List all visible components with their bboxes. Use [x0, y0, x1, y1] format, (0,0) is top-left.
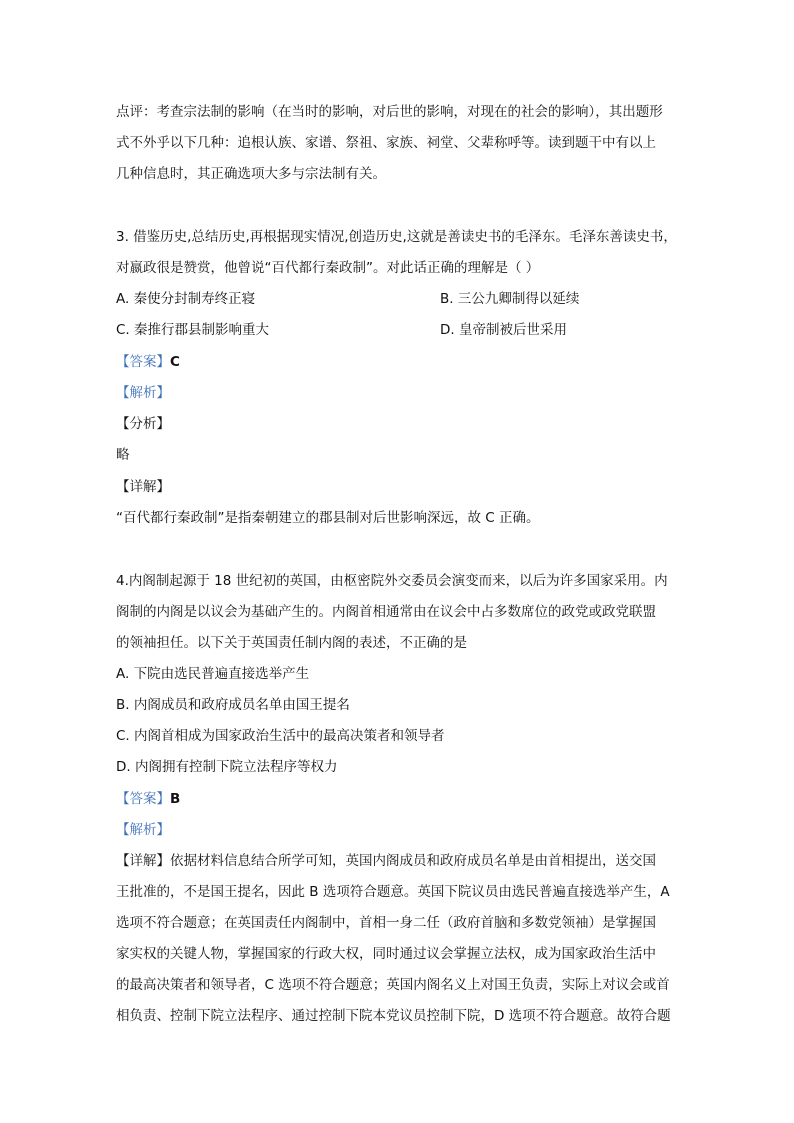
comment-line-1: 点评：考查宗法制的影响（在当时的影响，对后世的影响，对现在的社会的影响），其出题形: [116, 104, 663, 120]
q3-fenxi-tag: 【分析】: [116, 416, 170, 432]
q4-detail-line-3: 选项不符合题意；在英国责任内阁制中，首相一身二任（政府首脑和多数党领袖）是掌握国: [116, 915, 656, 931]
comment-line-3: 几种信息时，其正确选项大多与宗法制有关。: [116, 166, 386, 182]
q3-detail-text: “百代都行秦政制”是指秦朝建立的郡县制对后世影响深远，故 C 正确。: [116, 510, 540, 526]
q4-stem-line-1: 4.内阁制起源于 18 世纪初的英国，由枢密院外交委员会演变而来，以后为许多国家采用。内: [116, 573, 668, 589]
q3-option-a: A. 秦使分封制寿终正寝: [116, 291, 256, 307]
q4-analysis-tag: 【解析】: [116, 822, 170, 838]
q4-option-b: B. 内阁成员和政府成员名单由国王提名: [116, 697, 350, 713]
q3-stem-line-1: 3. 借鉴历史,总结历史,再根据现实情况,创造历史,这就是善读史书的毛泽东。毛泽东善读史书，: [116, 229, 677, 245]
comment-line-2: 式不外乎以下几种：追根认族、家谱、祭祖、家族、祠堂、父辈称呼等。读到题干中有以上: [116, 135, 656, 151]
q3-option-b: B. 三公九卿制得以延续: [440, 291, 580, 307]
q4-option-a: A. 下院由选民普遍直接选举产生: [116, 666, 310, 682]
q3-stem-line-2: 对嬴政很是赞赏，他曾说“百代都行秦政制”。对此话正确的理解是（ ）: [116, 260, 540, 276]
q4-detail-line-4: 家实权的关键人物，掌握国家的行政大权，同时通过议会掌握立法权，成为国家政治生活中: [116, 946, 656, 962]
q4-option-c: C. 内阁首相成为国家政治生活中的最高决策者和领导者: [116, 728, 445, 744]
q4-answer-value: B: [170, 791, 181, 807]
q4-detail-text-1: 依据材料信息结合所学可知，英国内阁成员和政府成员名单是由首相提出，送交国: [170, 853, 656, 869]
q3-answer: [116, 352, 180, 372]
q3-analysis-tag: 【解析】: [116, 385, 170, 401]
q3-option-d: D. 皇帝制被后世采用: [440, 322, 567, 338]
q3-answer-value: C: [170, 354, 180, 370]
q4-detail-tag: 【详解】: [116, 853, 170, 869]
q4-detail-line-6: 相负责、控制下院立法程序、通过控制下院本党议员控制下院，D 选项不符合题意。故符合题: [116, 1008, 671, 1024]
q4-detail-line-1: [116, 851, 656, 871]
q4-stem-line-3: 的领袖担任。以下关于英国责任制内阁的表述，不正确的是: [116, 635, 467, 651]
q3-option-c: C. 秦推行郡县制影响重大: [116, 322, 270, 338]
q4-answer-tag: 【答案】: [116, 791, 170, 807]
q4-answer: [116, 789, 180, 809]
q4-detail-line-5: 的最高决策者和领导者，C 选项不符合题意；英国内阁名义上对国王负责，实际上对议会或首: [116, 977, 670, 993]
q4-option-d: D. 内阁拥有控制下院立法程序等权力: [116, 759, 338, 775]
q3-fenxi-text: 略: [116, 447, 130, 463]
q4-stem-line-2: 阁制的内阁是以议会为基础产生的。内阁首相通常由在议会中占多数席位的政党或政党联盟: [116, 604, 656, 620]
q3-answer-tag: 【答案】: [116, 354, 170, 370]
q4-detail-line-2: 王批准的，不是国王提名，因此 B 选项符合题意。英国下院议员由选民普遍直接选举产生，A: [116, 884, 670, 900]
q3-detail-tag: 【详解】: [116, 479, 170, 495]
